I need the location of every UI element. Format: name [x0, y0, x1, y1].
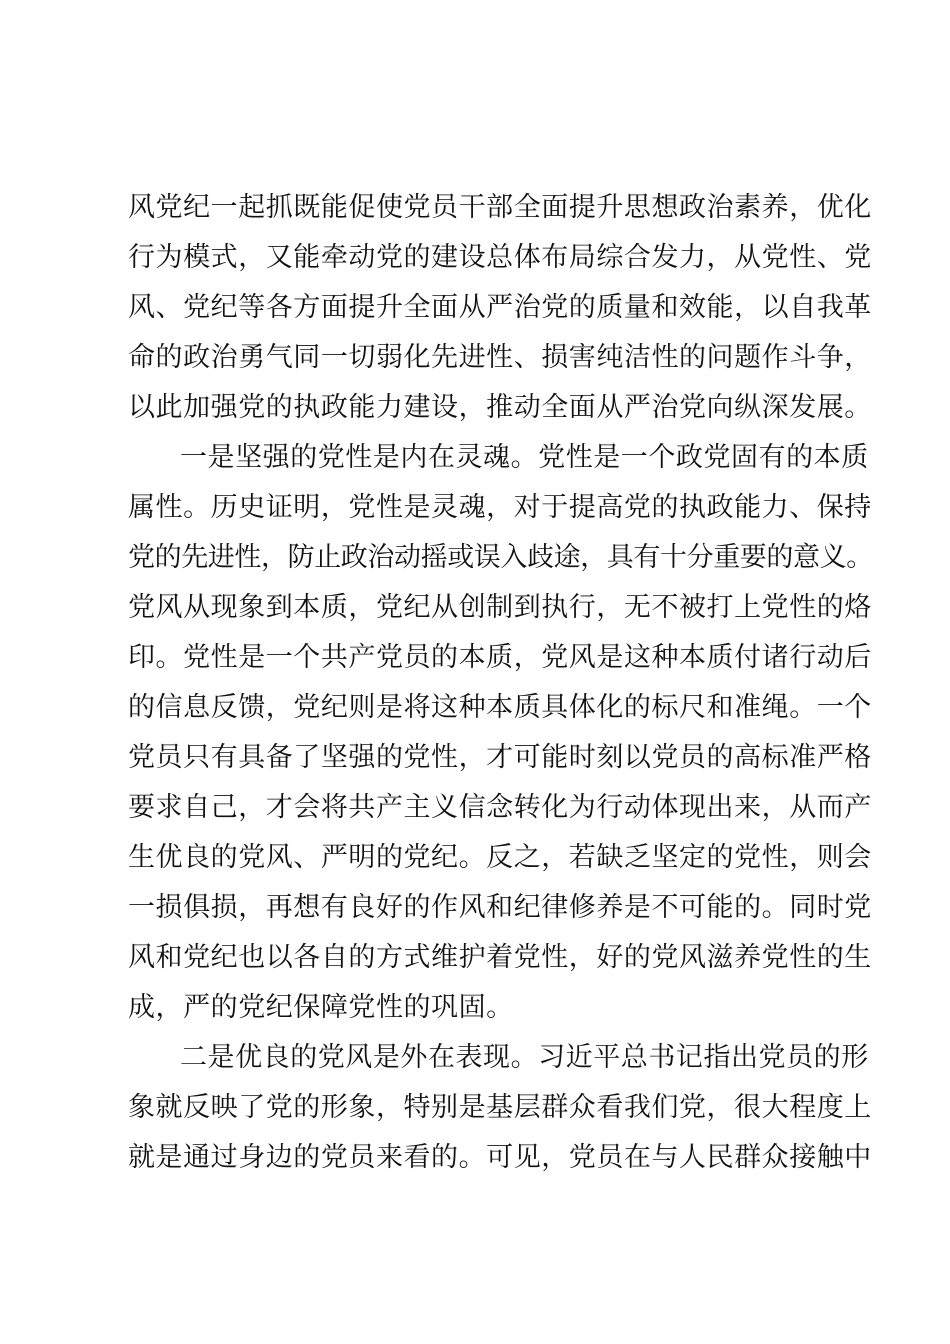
text-line: 风和党纪也以各自的方式维护着党性，好的党风滋养党性的生	[128, 942, 872, 973]
paragraph-2	[128, 433, 873, 1033]
text-line: 党员只有具备了坚强的党性，才可能时刻以党员的高标准严格	[128, 742, 872, 773]
document-body	[128, 183, 873, 1183]
text-line: 一是坚强的党性是内在灵魂。党性是一个政党固有的本质	[180, 442, 869, 473]
text-line: 象就反映了党的形象，特别是基层群众看我们党，很大程度上	[128, 1092, 872, 1123]
text-line: 成，严的党纪保障党性的巩固。	[128, 992, 514, 1023]
text-line: 的信息反馈，党纪则是将这种本质具体化的标尺和准绳。一个	[128, 692, 872, 723]
text-line: 一损俱损，再想有良好的作风和纪律修养是不可能的。同时党	[128, 892, 872, 923]
text-line: 以此加强党的执政能力建设，推动全面从严治党向纵深发展。	[128, 392, 872, 423]
text-line: 风、党纪等各方面提升全面从严治党的质量和效能，以自我革	[128, 292, 872, 323]
text-line: 命的政治勇气同一切弱化先进性、损害纯洁性的问题作斗争，	[128, 342, 872, 373]
text-line: 生优良的党风、严明的党纪。反之，若缺乏坚定的党性，则会	[128, 842, 872, 873]
text-line: 二是优良的党风是外在表现。习近平总书记指出党员的形	[180, 1042, 869, 1073]
text-line: 党风从现象到本质，党纪从创制到执行，无不被打上党性的烙	[128, 592, 872, 623]
paragraph-1	[128, 183, 872, 433]
paragraph-3	[128, 1033, 872, 1183]
text-line: 要求自己，才会将共产主义信念转化为行动体现出来，从而产	[128, 792, 872, 823]
text-line: 党的先进性，防止政治动摇或误入歧途，具有十分重要的意义。	[128, 542, 873, 573]
text-line: 风党纪一起抓既能促使党员干部全面提升思想政治素养，优化	[128, 192, 872, 223]
text-line: 印。党性是一个共产党员的本质，党风是这种本质付诸行动后	[128, 642, 872, 673]
text-line: 属性。历史证明，党性是灵魂，对于提高党的执政能力、保持	[128, 492, 872, 523]
text-line: 行为模式，又能牵动党的建设总体布局综合发力，从党性、党	[128, 242, 872, 273]
text-line: 就是通过身边的党员来看的。可见，党员在与人民群众接触中	[128, 1142, 872, 1173]
